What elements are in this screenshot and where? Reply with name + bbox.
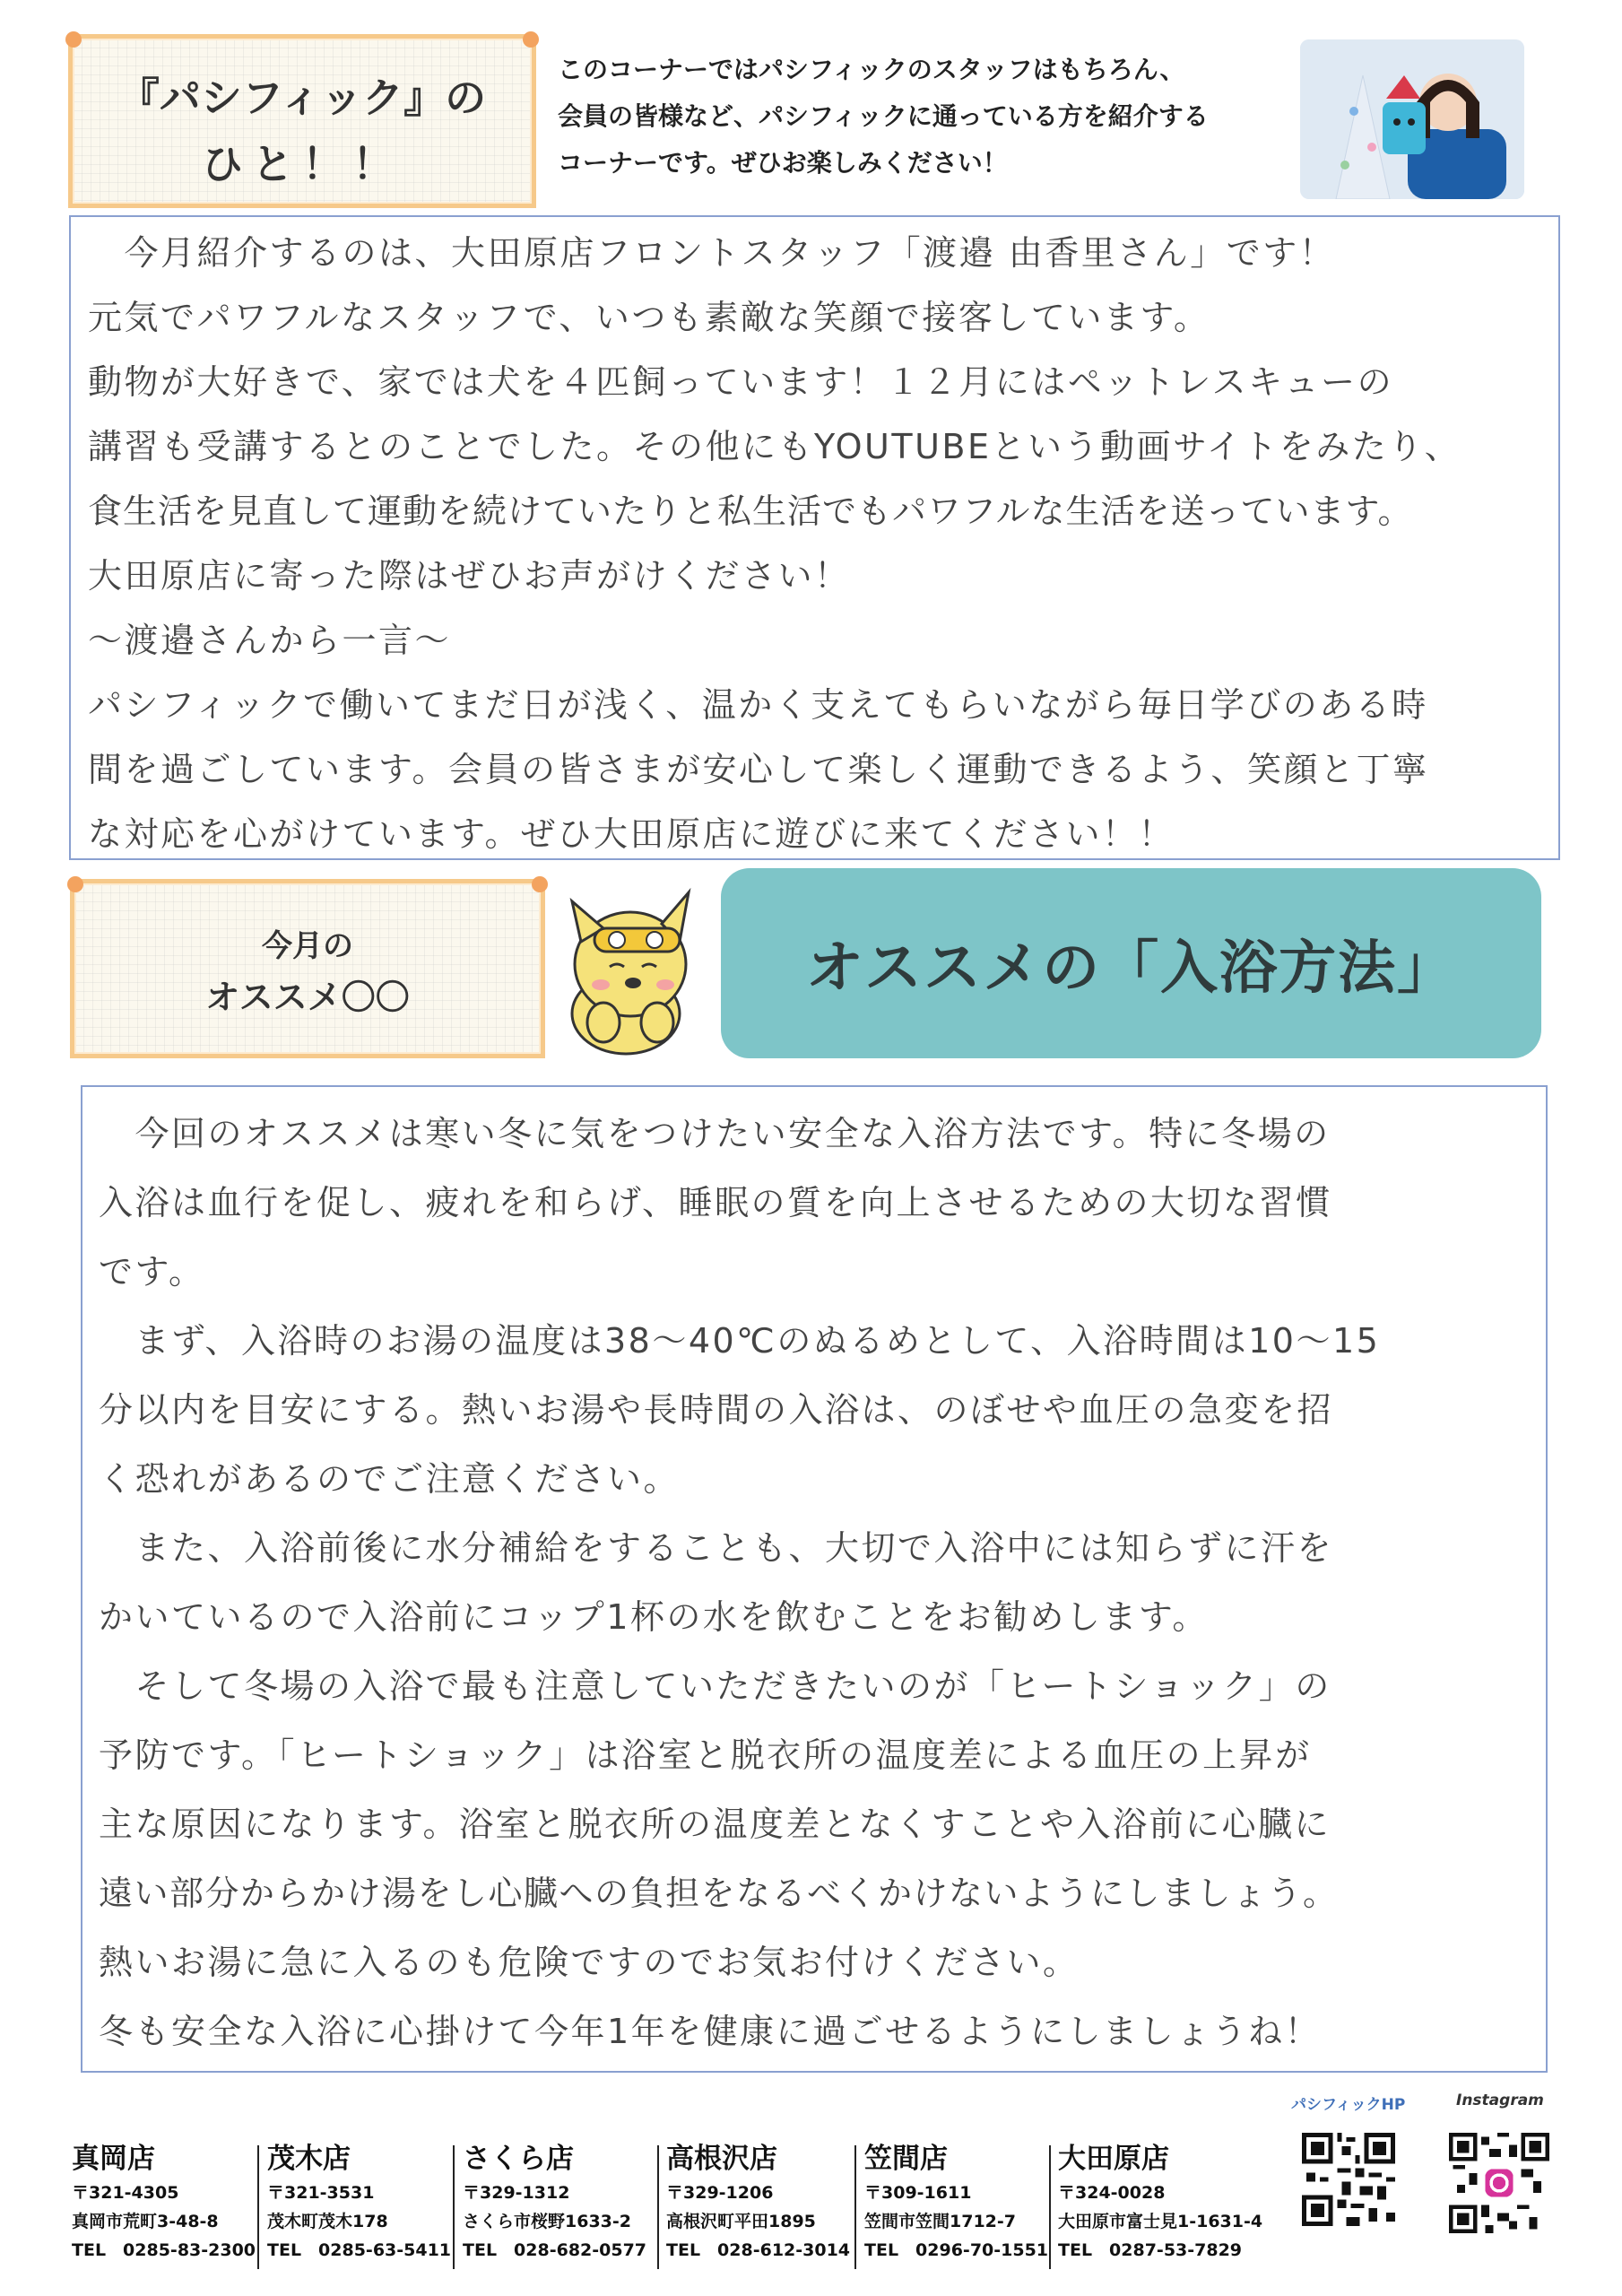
recommend-article-line: 主な原因になります。浴室と脱衣所の温度差となくすことや入浴前に心臓に [99, 1805, 1331, 1844]
recommend-banner-text: オススメの「入浴方法」 [805, 935, 1457, 1002]
people-article-box [69, 215, 1560, 860]
store-zip: 〒321-3531 [267, 2183, 375, 2203]
store-divider [257, 2145, 259, 2269]
store-name: 大田原店 [1058, 2143, 1169, 2175]
recommend-article-line: です。 [99, 1252, 205, 1292]
store-name: 真岡店 [72, 2143, 155, 2175]
store-address: 大田原市富士見1-1631-4 [1058, 2212, 1263, 2231]
store-address: 高根沢町平田1895 [666, 2212, 816, 2231]
recommend-article-line: そして冬場の入浴で最も注意していただきたいのが「ヒートショック」の [99, 1666, 1331, 1706]
people-article-line: 大田原店に寄った際はぜひお声がけください！ [88, 556, 851, 596]
store-address: 茂木町茂木178 [267, 2212, 388, 2231]
recommend-article-line: く恐れがあるのでご注意ください。 [99, 1459, 681, 1499]
people-article-line: ～渡邉さんから一言～ [88, 621, 452, 660]
store-zip: 〒329-1206 [666, 2183, 774, 2203]
store-name: 茂木店 [267, 2143, 351, 2175]
store-name: さくら店 [463, 2143, 574, 2175]
recommend-title-line1: 今月の [262, 928, 353, 964]
intro-line: 会員の皆様など、パシフィックに通っている方を紹介する [558, 101, 1209, 131]
store-address: 真岡市荒町3-48-8 [72, 2212, 219, 2231]
store-divider [1049, 2145, 1051, 2269]
intro-line: コーナーです。ぜひお楽しみください！ [558, 148, 1008, 178]
store-zip: 〒329-1312 [463, 2183, 570, 2203]
store-address: さくら市桜野1633-2 [463, 2212, 631, 2231]
store-divider [657, 2145, 659, 2269]
recommend-article-line: 入浴は血行を促し、疲れを和らげ、睡眠の質を向上させるための大切な習慣 [99, 1183, 1332, 1222]
recommend-article-line: 熱いお湯に急に入るのも危険ですのでお気お付けください。 [99, 1943, 1080, 1982]
recommend-article-line: 冬も安全な入浴に心掛けて今年1年を健康に過ごせるようにしましょうね！ [99, 2012, 1322, 2051]
recommend-article-line: 遠い部分からかけ湯をし心臓への負担をなるべくかけないようにしましょう。 [99, 1874, 1339, 1913]
people-article-line: な対応を心がけています。ぜひ大田原店に遊びに来てください！！ [88, 814, 1175, 854]
store-takanezawa [666, 2139, 859, 2265]
people-title-line1: 『パシフィック』の [117, 74, 487, 122]
store-tel: TEL 0287-53-7829 [1058, 2240, 1243, 2260]
recommend-article-line: かいているので入浴前にコップ1杯の水を飲むことをお勧めします。 [99, 1597, 1209, 1637]
hp-qr-label: パシフィックHP [1291, 2096, 1406, 2114]
people-title-card [68, 34, 536, 208]
people-article-line: 講習も受講するとのことでした。その他にもYOUTUBEという動画サイトをみたり、 [88, 427, 1462, 466]
instagram-qr-label: Instagram [1456, 2092, 1544, 2109]
store-kasama [864, 2139, 1057, 2265]
store-otawara [1058, 2139, 1291, 2265]
mascot-dog-icon [545, 879, 707, 1058]
store-name: 笠間店 [864, 2143, 948, 2175]
hp-qr-code[interactable] [1302, 2133, 1395, 2226]
recommend-article-line: 今回のオススメは寒い冬に気をつけたい安全な入浴方法です。特に冬場の [99, 1114, 1331, 1153]
recommend-title-line2: オススメ〇〇 [205, 978, 410, 1017]
people-title-line2: ひと！！ [202, 140, 403, 188]
store-name: 高根沢店 [666, 2143, 777, 2175]
instagram-qr-code[interactable] [1449, 2133, 1549, 2233]
people-article-line: 動物が大好きで、家では犬を４匹飼っています！１２月にはペットレスキューの [88, 362, 1394, 402]
people-article-line: 今月紹介するのは、大田原店フロントスタッフ「渡邉 由香里さん」です！ [88, 233, 1336, 273]
people-article-line: パシフィックで働いてまだ日が浅く、温かく支えてもらいながら毎日学びのある時 [88, 685, 1428, 725]
recommend-article-line: まず、入浴時のお湯の温度は38～40℃のぬるめとして、入浴時間は10～15 [99, 1321, 1381, 1361]
recommend-article-line: 予防です。「ヒートショック」は浴室と脱衣所の温度差による血圧の上昇が [99, 1735, 1312, 1775]
staff-photo-illustration [1300, 39, 1524, 199]
recommend-title-card [70, 879, 545, 1058]
staff-photo [1300, 39, 1524, 199]
store-sakura [463, 2139, 655, 2265]
intro-line: このコーナーではパシフィックのスタッフはもちろん、 [558, 55, 1185, 84]
pin-icon [65, 31, 82, 48]
store-moka [72, 2139, 265, 2265]
store-divider [854, 2145, 856, 2269]
store-divider [453, 2145, 455, 2269]
store-tel: TEL 0296-70-1551 [864, 2240, 1049, 2260]
store-zip: 〒321-4305 [72, 2183, 179, 2203]
recommend-article-box [81, 1085, 1548, 2073]
recommend-article-line: また、入浴前後に水分補給をすることも、大切で入浴中には知らずに汗を [99, 1528, 1334, 1568]
people-article-line: 間を過ごしています。会員の皆さまが安心して楽しく運動できるよう、笑顔と丁寧 [88, 750, 1429, 789]
pin-icon [67, 876, 83, 892]
recommend-article-line: 分以内を目安にする。熱いお湯や長時間の入浴は、のぼせや血圧の急変を招 [99, 1390, 1334, 1430]
pin-icon [523, 31, 539, 48]
store-tel: TEL 0285-63-5411 [267, 2240, 452, 2260]
people-article-line: 元気でパワフルなスタッフで、いつも素敵な笑顔で接客しています。 [88, 298, 1210, 337]
store-zip: 〒309-1611 [864, 2183, 972, 2203]
recommend-banner [721, 868, 1541, 1058]
store-tel: TEL 028-682-0577 [463, 2240, 647, 2260]
people-intro [558, 47, 1293, 187]
store-tel: TEL 0285-83-2300 [72, 2240, 256, 2260]
store-tel: TEL 028-612-3014 [666, 2240, 851, 2260]
store-motegi [267, 2139, 460, 2265]
store-address: 笠間市笠間1712-7 [864, 2212, 1016, 2231]
store-zip: 〒324-0028 [1058, 2183, 1166, 2203]
people-article-line: 食生活を見直して運動を続けていたりと私生活でもパワフルな生活を送っています。 [88, 491, 1413, 531]
